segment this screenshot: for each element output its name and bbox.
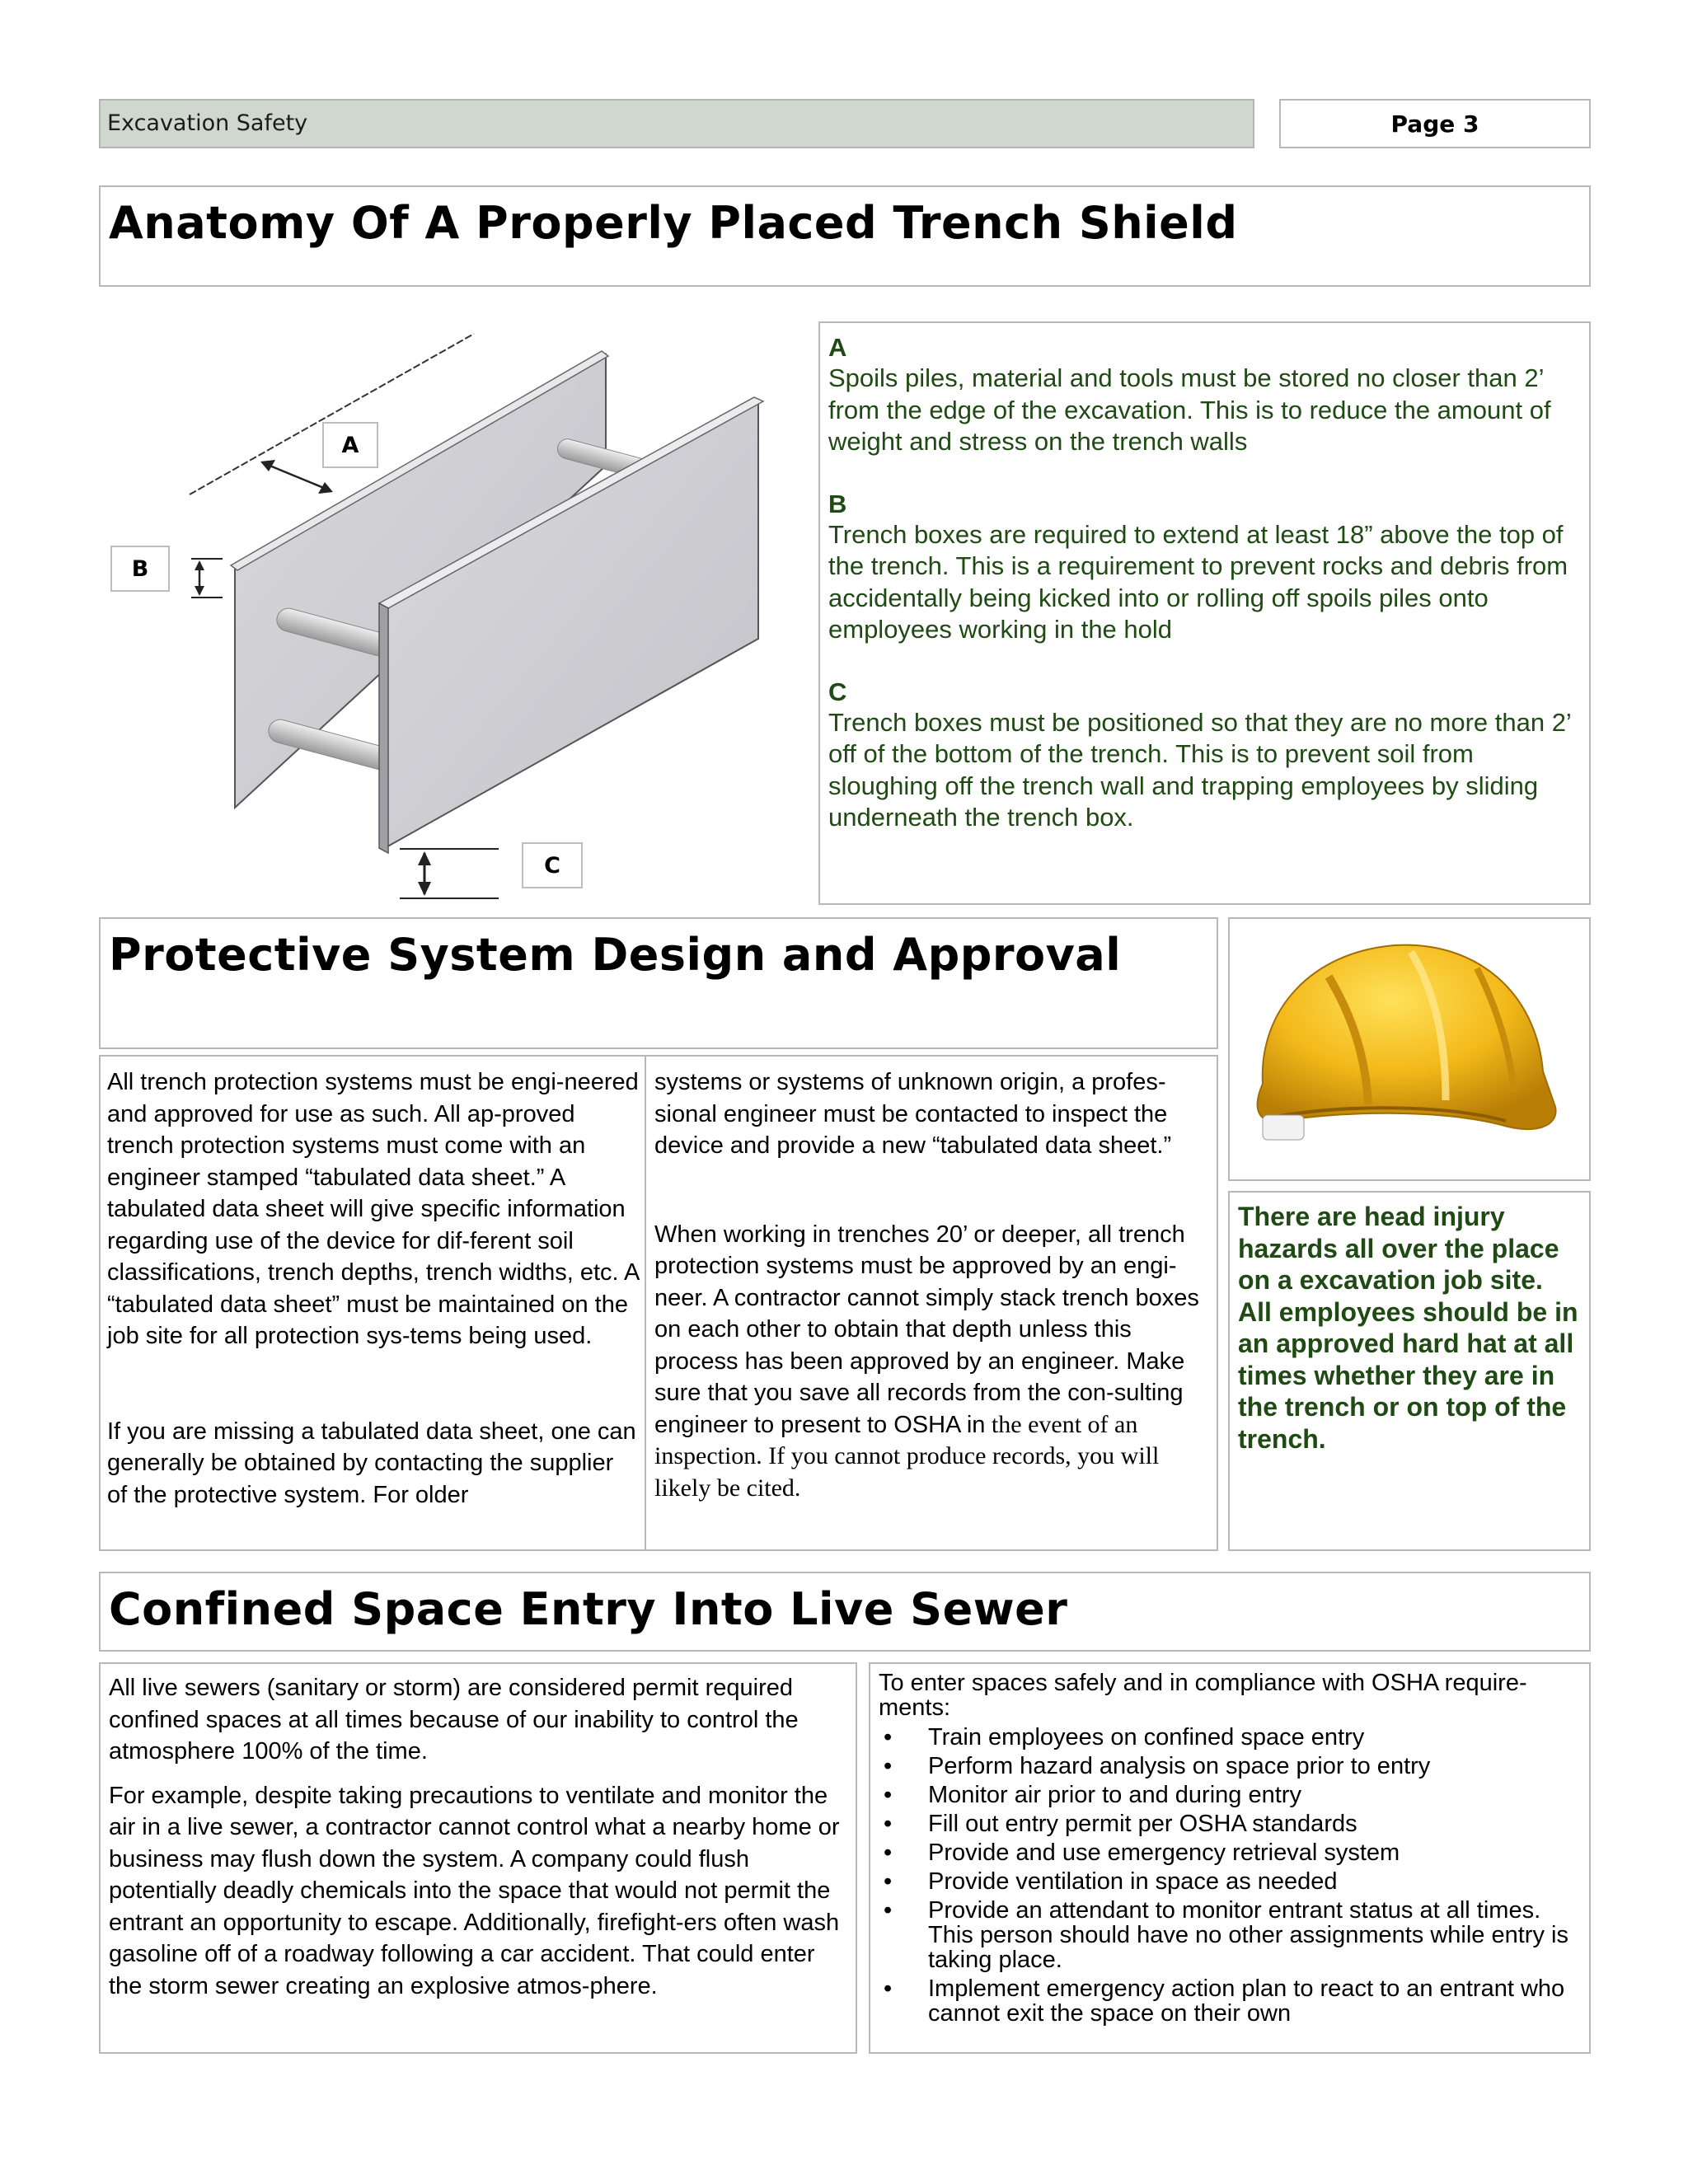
sewer-requirements-box bbox=[869, 1662, 1591, 2054]
requirements-intro: To enter spaces safely and in compliance with OSHA require-ments: bbox=[879, 1670, 1527, 1721]
explanation-c bbox=[828, 677, 1581, 834]
diagram-label-c: C bbox=[522, 842, 583, 888]
hardhat-callout-box bbox=[1228, 1191, 1591, 1551]
protective-title: Protective System Design and Approval bbox=[109, 929, 1122, 981]
explanation-a-letter: A bbox=[828, 333, 847, 362]
protective-col2-para2-sans: When working in trenches 20’ or deeper, all trench protection systems must be approved by an engi-neer. A contractor cannot simply stack trench boxes on each other to obtain that depth unless this process has been approved by an engineer. Make sure that you save all records from the con-sulting engineer to present to OSHA in bbox=[654, 1221, 1199, 1438]
list-item: • Train employees on confined space entry bbox=[879, 1725, 1582, 1750]
page-number: Page 3 bbox=[1390, 110, 1479, 138]
list-item: • Provide and use emergency retrieval system bbox=[879, 1840, 1582, 1865]
protective-col2-para2-serif: the event of an inspection. If you cannot produce records, you will likely be cited. bbox=[654, 1410, 1160, 1502]
list-item: • Implement emergency action plan to react to an entrant who cannot exit the space on their own bbox=[879, 1976, 1582, 2026]
anatomy-explanations-box bbox=[818, 321, 1591, 905]
protective-title-box bbox=[99, 917, 1218, 1049]
protective-column-2 bbox=[645, 1055, 1218, 1551]
sewer-para2: For example, despite taking precautions to ventilate and monitor the air in a live sewer, a contractor cannot control what a nearby home or business may flush down the system. A company could flush potentially deadly chemicals into the space that would not permit the entrant an opportunity to escape. Additionally, firefight-ers often wash gasoline off of a roadway following a car accident. That could enter the storm sewer creating an explosive atmos-phere. bbox=[109, 1782, 840, 1999]
diagram-label-b: B bbox=[110, 546, 170, 592]
list-item: • Fill out entry permit per OSHA standards bbox=[879, 1811, 1582, 1836]
page-number-box bbox=[1279, 99, 1591, 148]
explanation-b-text: Trench boxes are required to extend at least 18” above the top of the trench. This is a requirement to prevent rocks and debris from accidentally being kicked into or rolling off spoils piles onto employees working in the hold bbox=[828, 519, 1568, 644]
header-section-title: Excavation Safety bbox=[107, 110, 308, 136]
sewer-title-box bbox=[99, 1572, 1591, 1652]
explanation-c-text: Trench boxes must be positioned so that they are no more than 2’ off of the bottom of the trench. This is to prevent soil from sloughing off the trench wall and trapping employees by sliding underneath the trench box. bbox=[828, 707, 1571, 832]
sewer-explanation-box bbox=[99, 1662, 857, 2054]
sewer-para1: All live sewers (sanitary or storm) are considered permit required confined spaces at all times because of our inability to control the atmosphere 100% of the time. bbox=[109, 1675, 799, 1765]
protective-col1-para2: If you are missing a tabulated data sheet, one can generally be obtained by contacting the supplier of the protective system. For older bbox=[107, 1418, 636, 1508]
trench-shield-diagram bbox=[99, 321, 808, 915]
anatomy-title: Anatomy Of A Properly Placed Trench Shield bbox=[109, 197, 1238, 249]
hard-hat-icon bbox=[1230, 919, 1589, 1179]
list-item: • Monitor air prior to and during entry bbox=[879, 1783, 1582, 1807]
hardhat-callout-text: There are head injury hazards all over the place on a excavation job site. All employees should be in an approved hard hat at all times whether they are in the trench or on top of the trench. bbox=[1238, 1202, 1578, 1454]
explanation-b bbox=[828, 490, 1581, 646]
protective-col1-para1: All trench protection systems must be engi-neered and approved for use as such. All ap-proved trench protection systems must come with an engineer stamped “tabulated data sheet.” A tabulated data sheet will give specific information regarding use of the device for dif-ferent soil classifications, trench depths, trench widths, etc. A “tabulated data sheet” must be maintained on the job site for all protection sys-tems being used. bbox=[107, 1069, 639, 1349]
requirements-list bbox=[879, 1725, 1582, 2026]
hardhat-image-box bbox=[1228, 917, 1591, 1181]
protective-column-1 bbox=[99, 1055, 647, 1551]
list-item: • Provide ventilation in space as needed bbox=[879, 1869, 1582, 1894]
list-item: • Provide an attendant to monitor entrant status at all times. This person should have no other assignments while entry is taking place. bbox=[879, 1898, 1582, 1972]
sewer-title: Confined Space Entry Into Live Sewer bbox=[109, 1583, 1068, 1635]
list-item: • Perform hazard analysis on space prior to entry bbox=[879, 1754, 1582, 1779]
protective-col2-para2 bbox=[654, 1219, 1210, 1505]
header-section-bar bbox=[99, 99, 1254, 148]
explanation-a-text: Spoils piles, material and tools must be stored no closer than 2’ from the edge of the excavation. This is to reduce the amount of weight and stress on the trench walls bbox=[828, 363, 1551, 456]
anatomy-title-box bbox=[99, 185, 1591, 287]
explanation-b-letter: B bbox=[828, 489, 847, 518]
explanation-a bbox=[828, 333, 1581, 458]
explanation-c-letter: C bbox=[828, 677, 847, 706]
protective-col2-para1: systems or systems of unknown origin, a profes-sional engineer must be contacted to inspect the device and provide a new “tabulated data sheet.” bbox=[654, 1069, 1172, 1159]
trench-shield-drawing bbox=[99, 321, 808, 915]
diagram-label-a: A bbox=[322, 422, 378, 468]
